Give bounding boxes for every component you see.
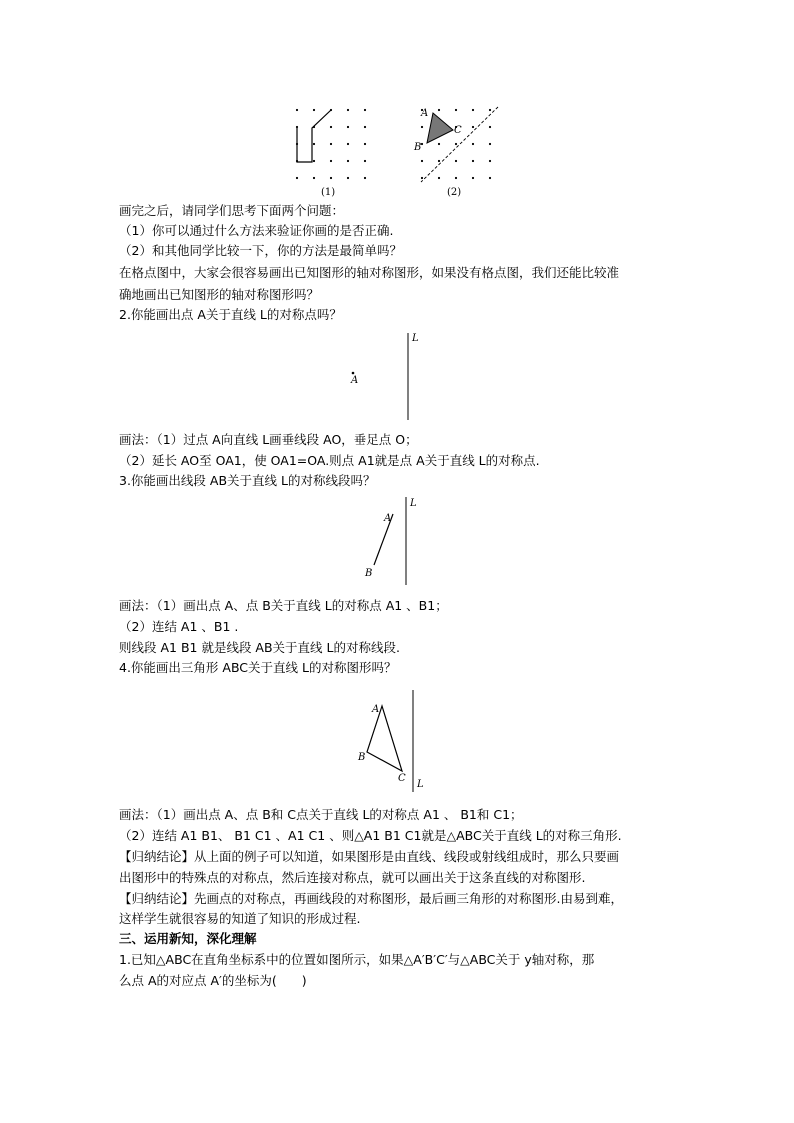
text-line: （2）连结 A1 、B1 . bbox=[119, 619, 239, 634]
grid-dot bbox=[313, 177, 315, 179]
text-line: 则线段 A1 B1 就是线段 AB关于直线 L的对称线段. bbox=[119, 640, 400, 655]
label-b: B bbox=[365, 568, 373, 579]
grid-dot bbox=[489, 126, 491, 128]
grid-label-a: A bbox=[421, 108, 429, 119]
grid-dot bbox=[364, 126, 366, 128]
label-a: A bbox=[372, 704, 380, 715]
grid-dot bbox=[364, 160, 366, 162]
text-line: 确地画出已知图形的轴对称图形吗？ bbox=[119, 287, 320, 302]
grid-dot bbox=[347, 126, 349, 128]
text-line: （2）延长 AO至 OA1，使 OA1=OA.则点 A1就是点 A关于直线 L的对称点. bbox=[119, 453, 540, 468]
grid-dot bbox=[313, 143, 315, 145]
grid-dot bbox=[472, 143, 474, 145]
caption-2: (2) bbox=[447, 187, 462, 198]
grid-dot bbox=[438, 109, 440, 111]
grid-label-b: B bbox=[414, 142, 422, 153]
grid-dot bbox=[347, 160, 349, 162]
label-l: L bbox=[412, 333, 419, 344]
grid-dot bbox=[330, 160, 332, 162]
grid-label-c: C bbox=[454, 125, 462, 136]
grid-dot bbox=[296, 126, 298, 128]
text-line: （1）你可以通过什么方法来验证你画的是否正确. bbox=[119, 223, 394, 238]
grid-dot bbox=[489, 177, 491, 179]
grid-dot bbox=[472, 126, 474, 128]
point-line-svg bbox=[345, 328, 425, 423]
label-a: A bbox=[384, 513, 392, 524]
grid-dot bbox=[296, 109, 298, 111]
grid-dot bbox=[438, 143, 440, 145]
grid-dot bbox=[489, 109, 491, 111]
shaded-triangle bbox=[427, 113, 453, 143]
grid-figures-svg bbox=[288, 100, 508, 200]
grid-dot bbox=[472, 177, 474, 179]
text-line: 4.你能画出三角形 ABC关于直线 L的对称图形吗？ bbox=[119, 660, 397, 675]
text-line: （2）连结 A1 B1、 B1 C1 、A1 C1 、则△A1 B1 C1就是△ABC关于直线 L的对称三角形. bbox=[119, 828, 622, 843]
triangle-line-svg bbox=[352, 688, 442, 798]
caption-1: (1) bbox=[321, 187, 336, 198]
grid-dot bbox=[472, 109, 474, 111]
triangle-line-figure bbox=[352, 688, 442, 798]
polyline-figure bbox=[297, 110, 331, 162]
segment-line-figure bbox=[360, 493, 430, 588]
grid-dot bbox=[347, 177, 349, 179]
point-a bbox=[352, 372, 355, 375]
text-line: 画法：（1）画出点 A、点 B和 C点关于直线 L的对称点 A1 、 B1和 C1； bbox=[119, 807, 523, 822]
text-line: 画法：（1）画出点 A、点 B关于直线 L的对称点 A1 、B1； bbox=[119, 598, 448, 613]
grid-dot bbox=[455, 143, 457, 145]
grid-dot bbox=[489, 143, 491, 145]
text-line: 在格点图中，大家会很容易画出已知图形的轴对称图形，如果没有格点图，我们还能比较准 bbox=[119, 265, 620, 280]
grid-dot bbox=[421, 126, 423, 128]
text-line: （2）和其他同学比较一下，你的方法是最简单吗？ bbox=[119, 243, 402, 258]
grid-dot bbox=[330, 177, 332, 179]
grid-dot bbox=[455, 160, 457, 162]
grid-dot bbox=[455, 177, 457, 179]
label-l: L bbox=[410, 498, 417, 509]
label-b: B bbox=[358, 752, 366, 763]
grid-dot bbox=[421, 177, 423, 179]
text-line: 1.已知△ABC在直角坐标系中的位置如图所示，如果△A′B′C′与△ABC关于 y轴对称，那 bbox=[119, 952, 595, 967]
segment-line-svg bbox=[360, 493, 430, 588]
grid-dot bbox=[313, 109, 315, 111]
grid-dot bbox=[472, 160, 474, 162]
dot-grid-1 bbox=[296, 109, 366, 179]
grid-dot bbox=[455, 109, 457, 111]
grid-dot bbox=[364, 109, 366, 111]
text-line: 画完之后，请同学们思考下面两个问题： bbox=[119, 203, 345, 218]
grid-dot bbox=[296, 177, 298, 179]
label-l: L bbox=[417, 779, 424, 790]
label-a: A bbox=[351, 375, 359, 386]
grid-figures bbox=[288, 100, 508, 200]
grid-dot bbox=[364, 177, 366, 179]
grid-dot bbox=[438, 160, 440, 162]
grid-dot bbox=[313, 160, 315, 162]
grid-dot bbox=[330, 126, 332, 128]
text-line: 【归纳结论】从上面的例子可以知道，如果图形是由直线、线段或射线组成时，那么只要画 bbox=[119, 849, 620, 864]
text-line: 画法：（1）过点 A向直线 L画垂线段 AO，垂足点 O； bbox=[119, 432, 418, 447]
grid-dot bbox=[330, 143, 332, 145]
text-line: 2.你能画出点 A关于直线 L的对称点吗？ bbox=[119, 307, 342, 322]
grid-dot bbox=[421, 160, 423, 162]
label-c: C bbox=[398, 773, 406, 784]
grid-dot bbox=[438, 177, 440, 179]
grid-dot bbox=[364, 143, 366, 145]
text-line: 【归纳结论】先画点的对称点，再画线段的对称图形，最后画三角形的对称图形.由易到难， bbox=[119, 891, 623, 906]
text-line: 出图形中的特殊点的对称点，然后连接对称点，就可以画出关于这条直线的对称图形. bbox=[119, 870, 586, 885]
text-line: 3.你能画出线段 AB关于直线 L的对称线段吗？ bbox=[119, 473, 376, 488]
point-line-figure bbox=[345, 328, 425, 423]
text-line: 这样学生就很容易的知道了知识的形成过程. bbox=[119, 911, 361, 926]
grid-dot bbox=[489, 160, 491, 162]
text-line: 么点 A的对应点 A′的坐标为( ) bbox=[119, 973, 307, 988]
grid-dot bbox=[347, 143, 349, 145]
grid-dot bbox=[347, 109, 349, 111]
section-heading: 三、运用新知，深化理解 bbox=[119, 931, 257, 946]
triangle-abc bbox=[367, 706, 402, 771]
